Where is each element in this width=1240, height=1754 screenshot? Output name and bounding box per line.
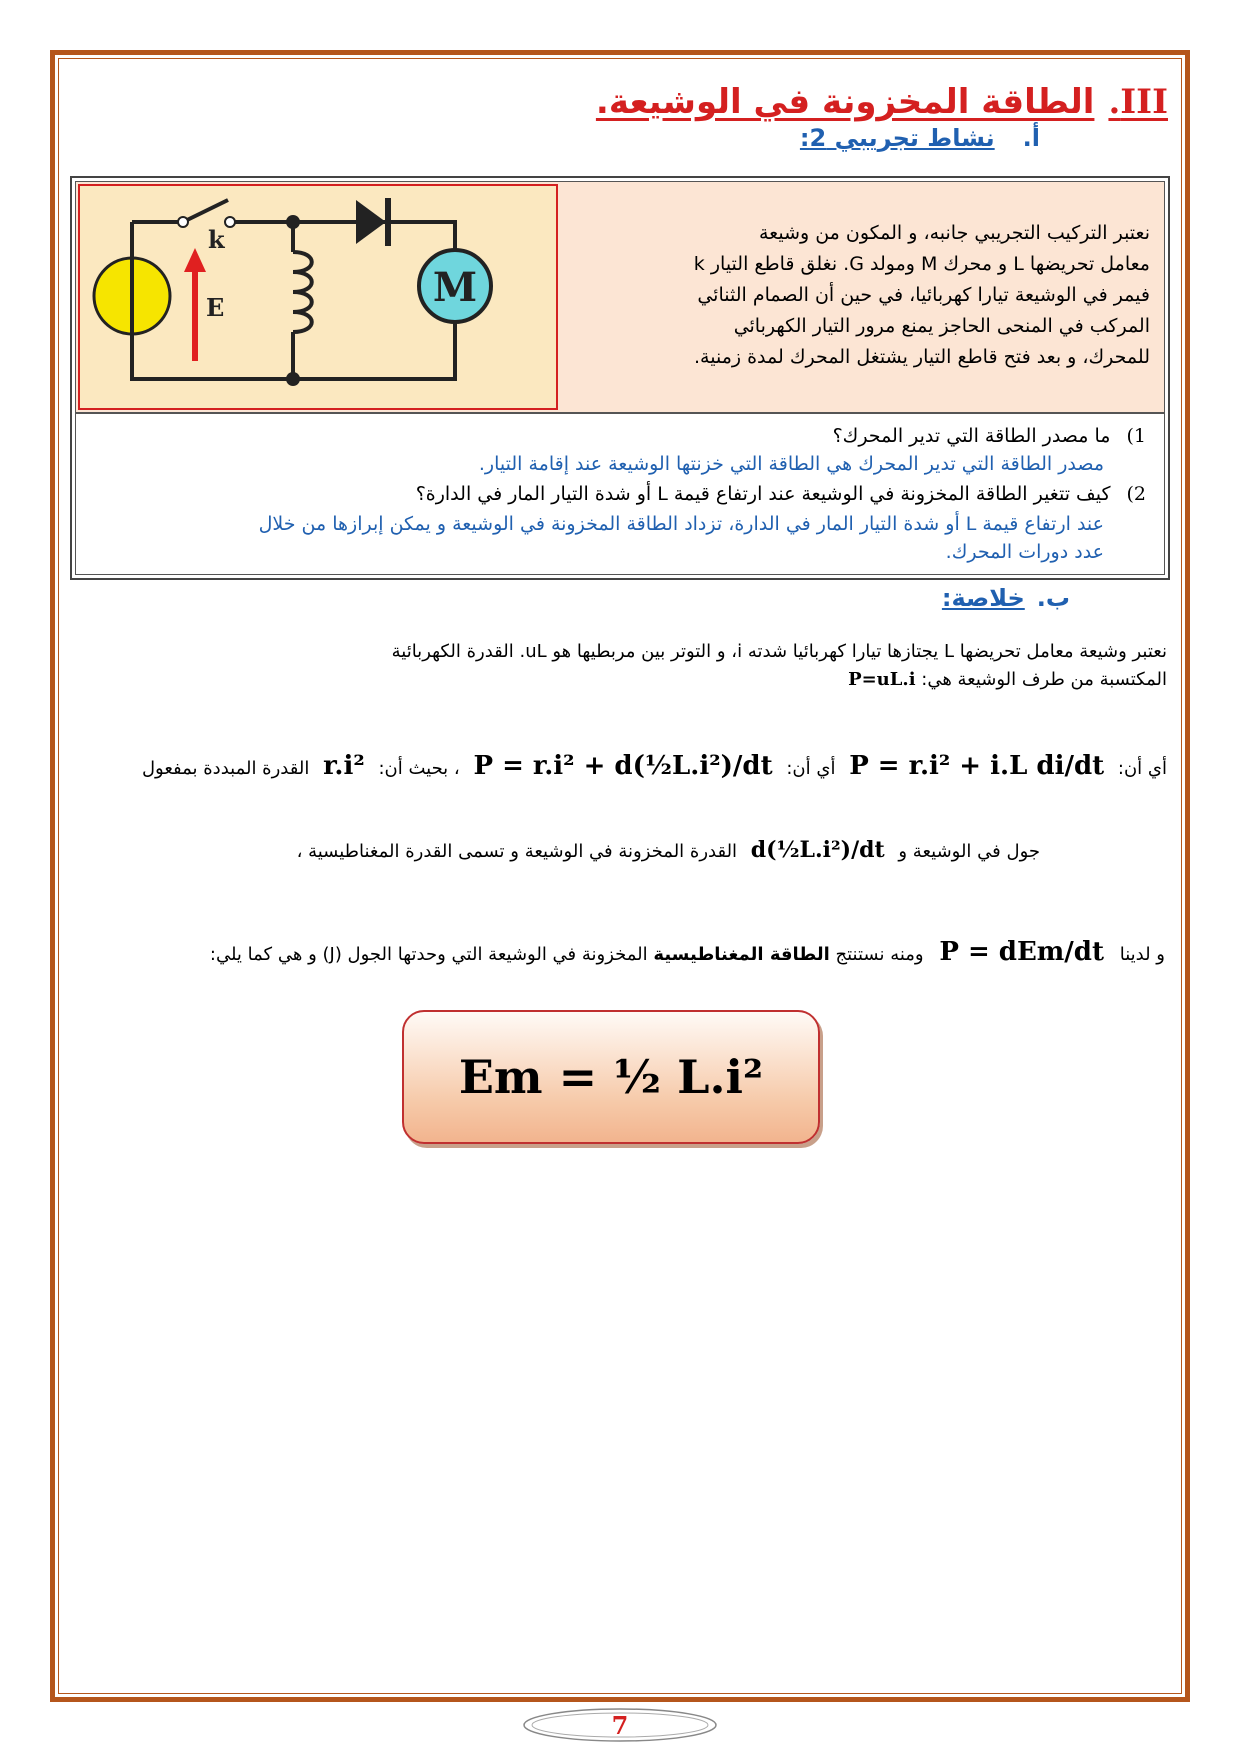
paragraph-text: ومنه نستنتج [835,944,924,965]
node-bottom [286,372,300,386]
section-number: III. [1108,82,1168,122]
circuit-diagram [78,184,558,410]
answer-2 [86,510,1104,566]
paragraph-text: جول في الوشيعة و [898,841,1040,862]
magnetic-energy-formula: Em = ½ L.i² [458,1050,764,1104]
formula-power-derivative: P = dEm/dt [939,937,1104,967]
answer-1: مصدر الطاقة التي تدير المحرك هي الطاقة التي خزنتها الوشيعة عند إقامة التيار. [478,453,1104,475]
page-number: 7 [611,1711,629,1740]
formula-magnetic-power: d(½L.i²)/dt [750,837,885,863]
answer-line: عند ارتفاع قيمة L أو شدة التيار المار في الدارة، تزداد الطاقة المخزونة في الوشيعة و يمكن إبرازها من خلال [258,513,1104,535]
description-line: المركب في المنحى الحاجز يمنع مرور التيار الكهربائي [733,315,1150,337]
section-title [596,82,1168,122]
node-top [286,215,300,229]
question-text: كيف تتغير الطاقة المخزونة في الوشيعة عند ارتفاع قيمة L أو شدة التيار المار في الدارة؟ [415,483,1111,505]
paragraph-bold: الطاقة المغناطيسية [653,944,830,965]
power-formula: P=uL.i [848,669,916,690]
description-line: معامل تحريضها L و محرك M ومولد G. نغلق قاطع التيار k [693,253,1150,275]
description-line: نعتبر التركيب التجريبي جانبه، و المكون من وشيعة [759,222,1150,244]
paragraph-text: أي أن: [1117,758,1167,779]
question-2 [416,480,1146,508]
motor-label: M [432,264,478,311]
paragraph-text: المخزونة في الوشيعة التي وحدتها الجول (J) و هي كما يلي: [209,944,648,965]
paragraph-text: القدرة المخزونة في الوشيعة و تسمى القدرة المغناطيسية ، [296,841,738,862]
summary-heading [942,584,1070,612]
questions-row [76,414,1164,574]
activity-description-row [76,182,1164,414]
activity-description [560,218,1150,373]
answer-line: عدد دورات المحرك. [945,541,1104,563]
paragraph-line: نعتبر وشيعة معامل تحريضها L يجتازها تيارا كهربائيا شدته i، و التوتر بين مربطيها هو uL. القدرة الكهربائية [391,641,1167,662]
paragraph-energy [210,938,1165,969]
result-box [402,1010,820,1144]
section-title-text: الطاقة المخزونة في الوشيعة. [595,82,1095,122]
paragraph-derivation-line2 [297,836,1040,866]
paragraph-text: المكتسبة من طرف الوشيعة هي: [915,669,1167,690]
formula-power-expanded: P = r.i² + i.L di/dt [849,751,1105,781]
paragraph-text: ، بحيث أن: [378,758,460,779]
diode-icon [356,200,386,244]
switch-contact-left [178,217,188,227]
emf-arrow-head [184,248,206,272]
question-number: 2) [1126,483,1146,505]
description-line: للمحرك، و بعد فتح قاطع التيار يشتغل المحرك لمدة زمنية. [694,346,1150,368]
formula-joule: r.i² [323,751,365,781]
switch-label: k [208,225,225,254]
switch-blade [183,200,228,222]
formula-power-energy: P = r.i² + d(½L.i²)/dt [473,751,773,781]
page-number-ornament [520,1706,720,1744]
activity-box [70,176,1170,580]
emf-label: E [206,293,225,322]
paragraph-text: القدرة المبددة بمفعول [141,758,310,779]
paragraph-text: أي أن: [786,758,836,779]
summary-title: خلاصة: [941,584,1025,612]
question-1 [833,422,1146,450]
question-number: 1) [1126,425,1146,447]
description-line: فيمر في الوشيعة تيارا كهربائيا، في حين أن الصمام الثنائي [697,284,1150,306]
paragraph-power [75,638,1167,694]
question-text: ما مصدر الطاقة التي تدير المحرك؟ [832,425,1111,447]
switch-contact-right [225,217,235,227]
circuit-svg [80,186,556,408]
activity-title: نشاط تجريبي 2: [799,124,995,152]
paragraph-line [75,666,1167,694]
paragraph-derivation [80,752,1167,783]
paragraph-text: و لدينا [1119,944,1165,965]
coil-symbol [293,252,312,332]
activity-heading [800,124,1040,152]
summary-letter: ب. [1036,584,1070,612]
wire-top-right [230,222,455,258]
activity-letter: أ. [1022,124,1040,152]
